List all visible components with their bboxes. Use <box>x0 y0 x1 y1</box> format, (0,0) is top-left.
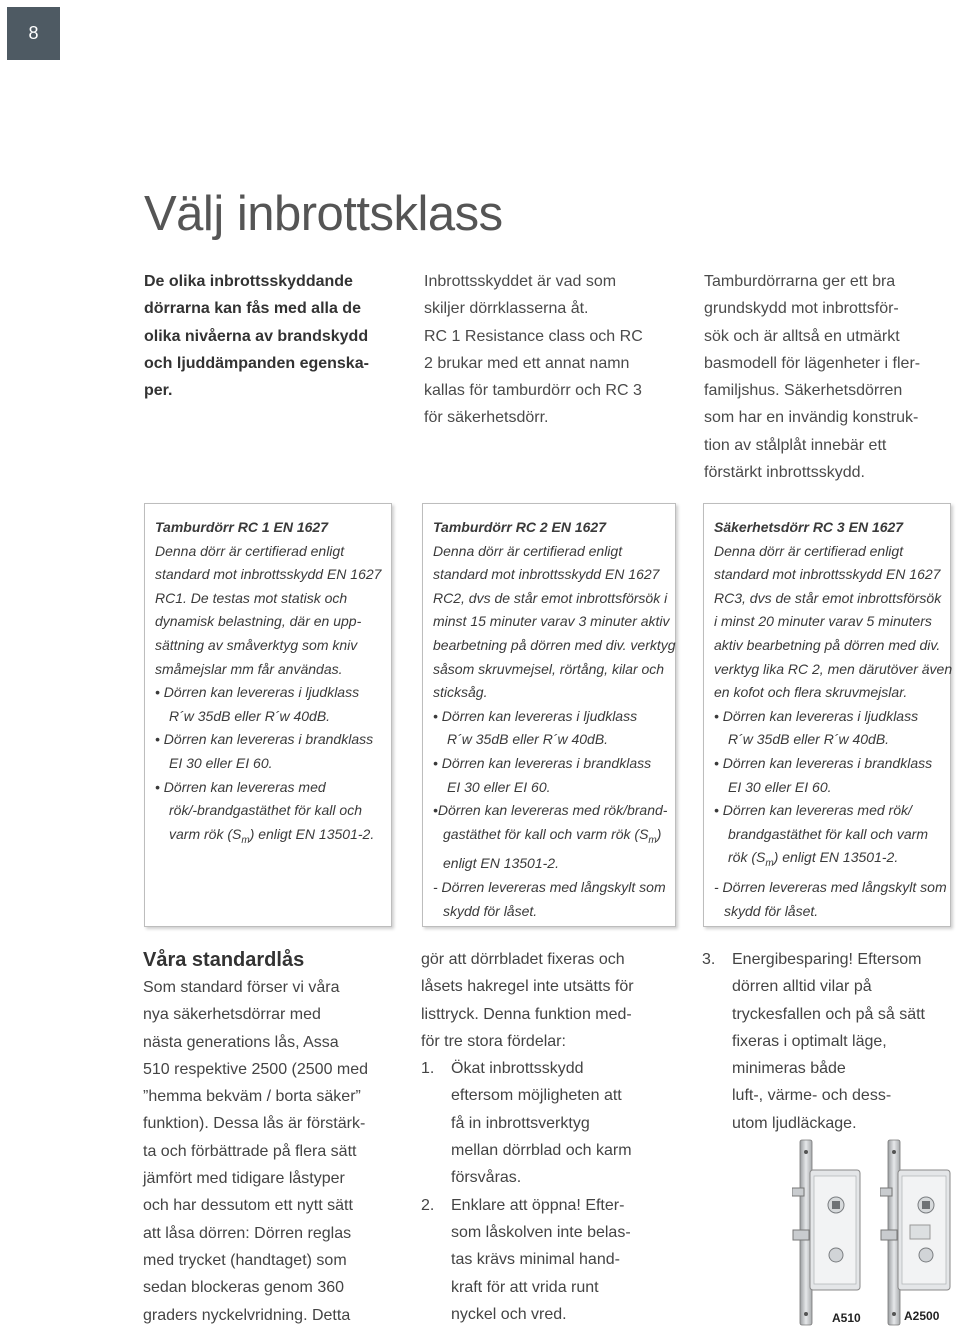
intro-line: grundskydd mot inbrottsför- <box>704 300 899 318</box>
page-number: 8 <box>28 23 39 43</box>
body-line: låsets hakregel inte utsätts för <box>421 978 634 996</box>
box-line: standard mot inbrottsskydd EN 1627 <box>155 566 382 583</box>
door-class-box-rc1 <box>144 503 392 927</box>
text-fragment: ) <box>656 825 662 842</box>
body-line: funktion). Dessa lås är förstärk- <box>143 1115 366 1133</box>
box-line: Denna dörr är certifierad enligt <box>714 542 904 559</box>
bullet-line: EI 30 eller EI 60. <box>728 778 832 795</box>
bullet-line: - Dörren levereras med långskylt som <box>433 878 666 895</box>
list-number: 1. <box>421 1060 435 1078</box>
box-content <box>433 516 676 923</box>
box-line: Denna dörr är certifierad enligt <box>155 542 345 559</box>
intro-column-1 <box>144 268 394 404</box>
intro-line: Tamburdörrarna ger ett bra <box>704 273 896 290</box>
intro-line: förstärkt inbrottsskydd. <box>704 464 865 482</box>
body-line: och har dessutom ett nytt sätt <box>143 1197 353 1215</box>
list-number: 3. <box>702 951 716 968</box>
list-item-3 <box>702 946 958 973</box>
list-text: Energibesparing! Eftersom <box>732 951 922 968</box>
locks-column-2 <box>421 946 691 1328</box>
body-line: ”hemma bekväm / borta säker” <box>143 1088 361 1106</box>
list-number: 2. <box>421 1196 435 1214</box>
section-heading: Våra standardlås <box>143 949 305 971</box>
body-line: för tre stora fördelar: <box>421 1032 566 1050</box>
body-line: dörren alltid vilar på <box>732 978 872 996</box>
body-line: att låsa dörren: Dörren reglas <box>143 1224 352 1242</box>
bullet-line: R´w 35dB eller R´w 40dB. <box>728 731 890 748</box>
bullet-line: • Dörren kan levereras i ljudklass <box>433 707 638 724</box>
bullet-line: EI 30 eller EI 60. <box>169 754 273 771</box>
box-line: RC1. De testas mot statisk och <box>155 589 348 606</box>
box-line: såsom skruvmejsel, rörtång, kilar och <box>433 660 665 677</box>
bullet-line: brandgastäthet för kall och varm <box>728 825 928 842</box>
page-title: Välj inbrottsklass <box>144 187 503 241</box>
body-line: försvåras. <box>451 1169 522 1187</box>
intro-line: basmodell för lägenheter i fler- <box>704 354 921 372</box>
bullet-line: - Dörren levereras med långskylt som <box>714 878 947 895</box>
bullet-line: enligt EN 13501-2. <box>443 855 559 872</box>
body-line: kraft för att vrida runt <box>451 1278 599 1296</box>
box-line: bearbetning på dörren med div. verktyg <box>433 636 676 653</box>
body-line: eftersom möjligheten att <box>451 1087 622 1105</box>
text-fragment: ) enligt EN 13501-2. <box>773 849 899 866</box>
body-line: mellan dörrblad och karm <box>451 1142 632 1160</box>
list-text: Enklare att öppna! Efter- <box>451 1196 625 1214</box>
bullet-line: • Dörren kan levereras i ljudklass <box>155 684 360 701</box>
bullet-line: R´w 35dB eller R´w 40dB. <box>447 731 609 748</box>
intro-line: RC 1 Resistance class och RC <box>424 327 643 345</box>
lock-a2500-image <box>880 1130 960 1330</box>
bullet-line <box>714 846 944 876</box>
bullet-line: skydd för låset. <box>443 902 538 919</box>
box-line: en kofot och flera skruvmejslar. <box>714 684 908 701</box>
locks-column-1 <box>143 946 403 1329</box>
intro-line: dörrarna kan fås med alla de <box>144 300 361 318</box>
body-line: utom ljudläckage. <box>732 1114 857 1132</box>
text-fragment: gastäthet för kall och varm rök (S <box>443 825 649 842</box>
door-class-box-rc2 <box>422 503 676 927</box>
body-line: tas krävs minimal hand- <box>451 1251 620 1269</box>
intro-line: kallas för tamburdörr och RC 3 <box>424 382 642 400</box>
lock-label-a510: A510 <box>832 1311 861 1325</box>
list-item-1 <box>421 1055 691 1082</box>
bullet-line: rök/-brandgastäthet för kall och <box>169 802 362 819</box>
box-title: Tamburdörr RC 2 EN 1627 <box>433 519 606 535</box>
body-line: nyckel och vred. <box>451 1305 567 1323</box>
intro-line: per. <box>144 382 173 400</box>
intro-line: olika nivåerna av brandskydd <box>144 327 369 345</box>
box-line: Denna dörr är certifierad enligt <box>433 542 623 559</box>
body-line: få in inbrottsverktyg <box>451 1114 590 1132</box>
box-line: standard mot inbrottsskydd EN 1627 <box>714 566 941 583</box>
intro-line: och ljuddämpanden egenska- <box>144 354 369 372</box>
bullet-line: • Dörren kan levereras i ljudklass <box>714 707 919 724</box>
bullet-line: • Dörren kan levereras med rök/ <box>714 802 912 819</box>
bullet-line: • Dörren kan levereras i brandklass <box>714 754 933 771</box>
page-number-badge <box>7 7 60 60</box>
box-content <box>714 516 953 923</box>
bullet-line: • Dörren kan levereras med <box>155 778 326 795</box>
box-line: RC3, dvs de står emot inbrottsförsök <box>714 589 942 606</box>
box-title: Tamburdörr RC 1 EN 1627 <box>155 519 328 535</box>
box-line: småmejslar mm får användas. <box>155 660 343 677</box>
text-fragment: rök (S <box>728 849 766 866</box>
bullet-line <box>155 823 385 853</box>
body-line: luft-, värme- och dess- <box>732 1087 892 1105</box>
intro-line: De olika inbrottsskyddande <box>144 273 353 290</box>
bullet-line: EI 30 eller EI 60. <box>447 778 551 795</box>
body-line: med trycket (handtaget) som <box>143 1251 347 1269</box>
body-line: nästa generations lås, Assa <box>143 1033 339 1051</box>
intro-column-2 <box>424 268 684 432</box>
body-line: graders nyckelvridning. Detta <box>143 1306 351 1324</box>
body-line: tryckesfallen och på så sätt <box>732 1005 925 1023</box>
box-line: RC2, dvs de står emot inbrottsförsök i <box>433 589 668 606</box>
intro-line: tion av stålplåt innebär ett <box>704 436 887 454</box>
body-line: fixeras i optimalt läge, <box>732 1032 887 1050</box>
bullet-line: R´w 35dB eller R´w 40dB. <box>169 707 331 724</box>
box-title: Säkerhetsdörr RC 3 EN 1627 <box>714 519 904 535</box>
lock-a510-image <box>792 1130 872 1330</box>
lock-label-a2500: A2500 <box>904 1309 940 1323</box>
intro-line: sök och är alltså en utmärkt <box>704 327 900 345</box>
box-line: standard mot inbrottsskydd EN 1627 <box>433 566 660 583</box>
intro-line: familjshus. Säkerhetsdörren <box>704 382 903 400</box>
subscript: m <box>765 858 774 870</box>
subscript: m <box>241 834 250 846</box>
box-line: i minst 20 minuter varav 5 minuters <box>714 613 932 630</box>
body-line: gör att dörrbladet fixeras och <box>421 951 625 968</box>
intro-line: Inbrottsskyddet är vad som <box>424 273 617 290</box>
intro-line: för säkerhetsdörr. <box>424 409 549 427</box>
list-item-2 <box>421 1192 691 1219</box>
body-line: sedan blockeras genom 360 <box>143 1279 345 1297</box>
list-text: Ökat inbrottsskydd <box>451 1060 584 1078</box>
intro-line: 2 brukar med ett annat namn <box>424 354 630 372</box>
box-line: sticksåg. <box>433 684 488 701</box>
box-line: sättning av småverktyg som kniv <box>155 636 358 653</box>
bullet-line: •Dörren kan levereras med rök/brand- <box>433 802 668 819</box>
box-line: minst 15 minuter varav 3 minuter aktiv <box>433 613 670 630</box>
intro-line: som har en invändig konstruk- <box>704 409 919 427</box>
body-line: som låskolven inte belas- <box>451 1223 631 1241</box>
text-fragment: ) enligt EN 13501-2. <box>249 825 375 842</box>
body-line: nya säkerhetsdörrar med <box>143 1006 321 1024</box>
text-fragment: varm rök (S <box>169 825 242 842</box>
intro-column-3 <box>704 268 954 486</box>
body-line: listtryck. Denna funktion med- <box>421 1005 632 1023</box>
body-line: Som standard förser vi våra <box>143 979 340 996</box>
bullet-line <box>433 823 669 853</box>
bullet-line: • Dörren kan levereras i brandklass <box>155 731 374 748</box>
body-line: 510 respektive 2500 (2500 med <box>143 1060 369 1078</box>
door-class-box-rc3 <box>703 503 951 927</box>
bullet-line: • Dörren kan levereras i brandklass <box>433 754 652 771</box>
box-line: dynamisk belastning, där en upp- <box>155 613 362 630</box>
box-content <box>155 516 385 852</box>
subscript: m <box>648 834 657 846</box>
intro-line: skiljer dörrklasserna åt. <box>424 300 589 318</box>
box-line: verktyg lika RC 2, men därutöver även <box>714 660 953 677</box>
bullet-line: skydd för låset. <box>724 902 819 919</box>
box-line: aktiv bearbetning på dörren med div. <box>714 636 941 653</box>
body-line: jämfört med tidigare låstyper <box>143 1170 345 1188</box>
locks-column-3 <box>702 946 958 1137</box>
body-line: minimeras både <box>732 1060 846 1078</box>
body-line: ta och förbättrade på flera sätt <box>143 1142 357 1160</box>
